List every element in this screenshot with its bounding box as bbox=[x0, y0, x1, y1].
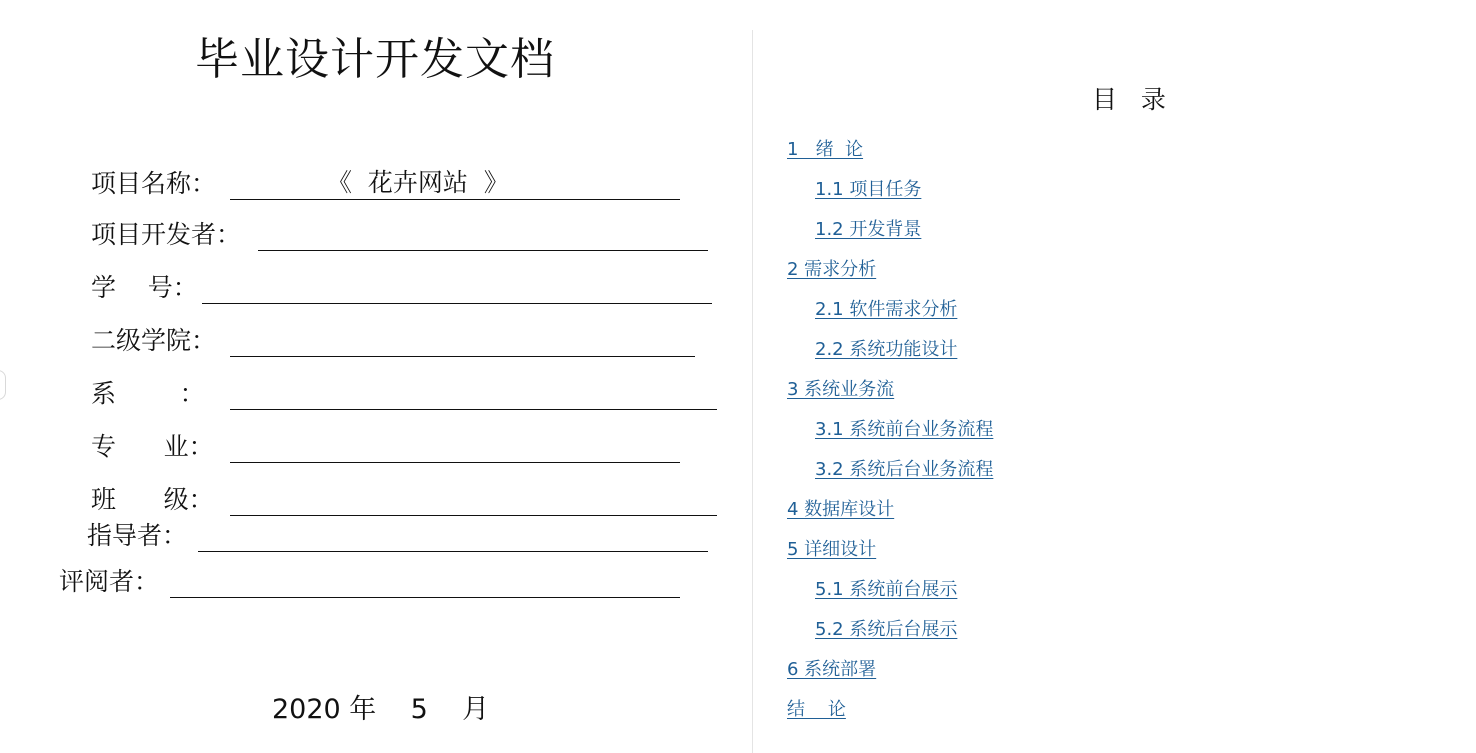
field-label-student-id: 学 号： bbox=[91, 273, 198, 302]
cover-date: 2020 年 5 月 bbox=[272, 694, 490, 725]
field-line-department[interactable] bbox=[230, 409, 717, 410]
field-student-id bbox=[91, 270, 721, 304]
toc-link-5-2[interactable]: 5.2 系统后台展示 bbox=[815, 619, 958, 640]
field-line-developer[interactable] bbox=[258, 250, 708, 251]
field-line-college[interactable] bbox=[230, 356, 695, 357]
field-project-name bbox=[91, 166, 691, 200]
field-label-department: 系 ： bbox=[91, 379, 205, 408]
toc-link-1-1[interactable]: 1.1 项目任务 bbox=[815, 179, 922, 200]
field-line-reviewer[interactable] bbox=[170, 597, 680, 598]
field-reviewer bbox=[59, 564, 689, 598]
field-label-advisor: 指导者： bbox=[87, 521, 188, 550]
toc-link-1[interactable]: 1 绪 论 bbox=[787, 139, 864, 160]
field-department bbox=[91, 376, 721, 410]
toc-link-2-2[interactable]: 2.2 系统功能设计 bbox=[815, 339, 958, 360]
toc-link-2-1[interactable]: 2.1 软件需求分析 bbox=[815, 299, 958, 320]
field-college bbox=[91, 323, 721, 357]
toc-link-1-2[interactable]: 1.2 开发背景 bbox=[815, 219, 922, 240]
field-class bbox=[91, 482, 721, 516]
field-line-project-name[interactable] bbox=[230, 199, 680, 200]
field-major bbox=[91, 429, 721, 463]
field-line-advisor[interactable] bbox=[198, 551, 708, 552]
field-line-major[interactable] bbox=[230, 462, 680, 463]
toc-link-3-2[interactable]: 3.2 系统后台业务流程 bbox=[815, 459, 994, 480]
toc-link-3-1[interactable]: 3.1 系统前台业务流程 bbox=[815, 419, 994, 440]
field-label-college: 二级学院： bbox=[91, 326, 217, 355]
toc-title: 目 录 bbox=[1092, 85, 1166, 114]
toc-link-5[interactable]: 5 详细设计 bbox=[787, 539, 877, 560]
toc-link-3[interactable]: 3 系统业务流 bbox=[787, 379, 895, 400]
field-developer bbox=[91, 217, 721, 251]
field-label-reviewer: 评阅者： bbox=[59, 567, 160, 596]
toc-link-2[interactable]: 2 需求分析 bbox=[787, 259, 877, 280]
field-label-project-name: 项目名称： bbox=[91, 169, 217, 198]
page-edge-handle[interactable] bbox=[0, 370, 6, 400]
field-line-class[interactable] bbox=[230, 515, 717, 516]
field-advisor bbox=[87, 518, 717, 552]
field-label-developer: 项目开发者： bbox=[91, 220, 242, 249]
cover-title: 毕业设计开发文档 bbox=[195, 34, 555, 85]
field-value-project-name[interactable]: 《 花卉网站 》 bbox=[327, 168, 509, 197]
toc-link-conclusion[interactable]: 结 论 bbox=[787, 699, 846, 720]
field-label-major: 专 业： bbox=[91, 432, 214, 461]
field-line-student-id[interactable] bbox=[202, 303, 712, 304]
toc-link-4[interactable]: 4 数据库设计 bbox=[787, 499, 895, 520]
toc-link-5-1[interactable]: 5.1 系统前台展示 bbox=[815, 579, 958, 600]
field-label-class: 班 级： bbox=[91, 485, 214, 514]
toc-link-6[interactable]: 6 系统部署 bbox=[787, 659, 877, 680]
